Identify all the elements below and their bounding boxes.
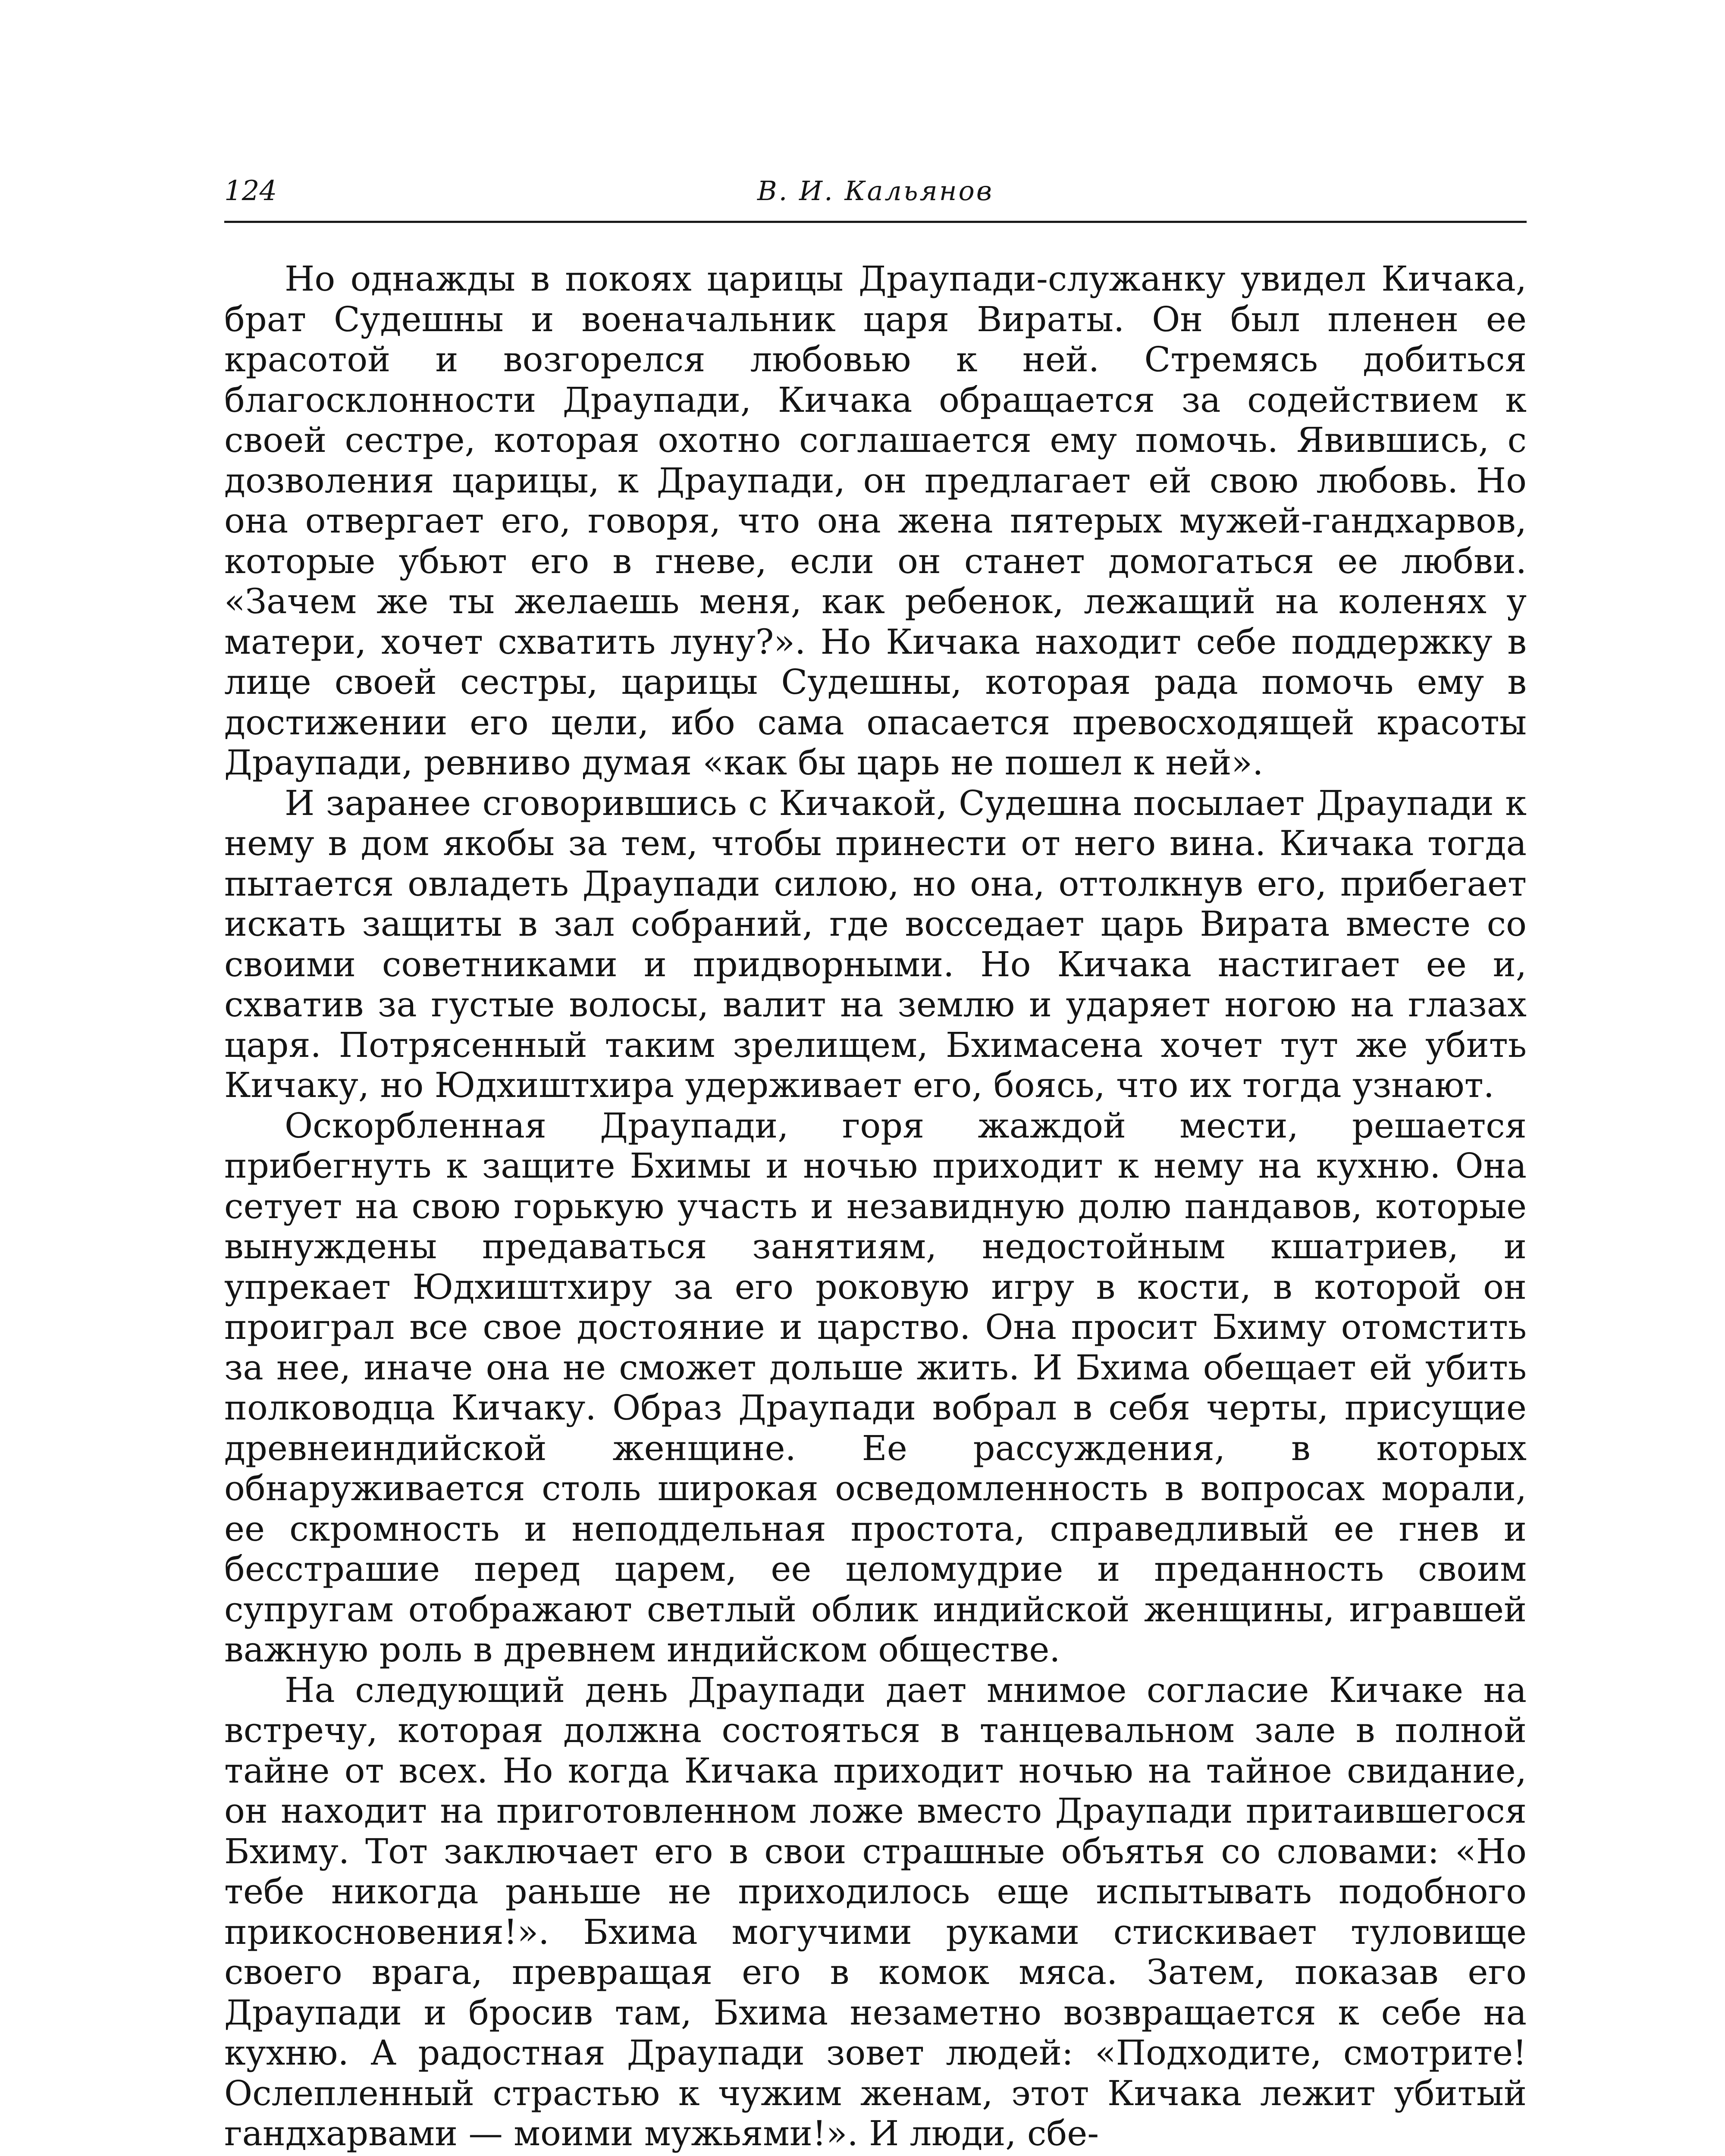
header-rule bbox=[224, 221, 1527, 223]
body-text bbox=[224, 259, 1527, 2154]
paragraph: И заранее сговорившись с Кичакой, Судешна посылает Драупади к нему в дом якобы за тем, чтобы принести от него вина. Кичака тогда пытается овладеть Драупади силою, но она, оттолкнув его, прибегает искать защиты в зал собраний, где восседает царь Вирата вместе со своими советниками и придворными. Но Кичака настигает ее и, схватив за густые волосы, валит на землю и ударяет ногою на глазах царя. Потрясенный таким зрелищем, Бхимасена хочет тут же убить Кичаку, но Юдхиштхира удерживает его, боясь, что их тогда узнают. bbox=[224, 783, 1527, 1105]
paragraph: На следующий день Драупади дает мнимое согласие Кичаке на встречу, которая должна состояться в танцевальном зале в полной тайне от всех. Но когда Кичака приходит ночью на тайное свидание, он находит на приготовленном ложе вместо Драупади притаившегося Бхиму. Тот заключает его в свои страшные объятья со словами: «Но тебе никогда раньше не приходилось еще испытывать подобного прикосновения!». Бхима могучими руками стискивает туловище своего врага, превращая его в комок мяса. Затем, показав его Драупади и бросив там, Бхима незаметно возвращается к себе на кухню. А радостная Драупади зовет людей: «Подходите, смотрите! Ослепленный страстью к чужим женам, этот Кичака лежит убитый гандхарвами — моими мужьями!». И люди, сбе- bbox=[224, 1670, 1527, 2153]
running-title: В. И. Кальянов bbox=[757, 175, 994, 207]
paragraph: Оскорбленная Драупади, горя жаждой мести, решается прибегнуть к защите Бхимы и ночью приходит к нему на кухню. Она сетует на свою горькую участь и незавидную долю пандавов, которые вынуждены предаваться занятиям, недостойным кшатриев, и упрекает Юдхиштхиру за его роковую игру в кости, в которой он проиграл все свое достояние и царство. Она просит Бхиму отомстить за нее, иначе она не сможет дольше жить. И Бхима обещает ей убить полководца Кичаку. Образ Драупади вобрал в себя черты, присущие древнеиндийской женщине. Ее рассуждения, в которых обнаруживается столь широкая осведомленность в вопросах морали, ее скромность и неподдельная простота, справедливый ее гнев и бесстрашие перед царем, ее целомудрие и преданность своим супругам отображают светлый облик индийской женщины, игравшей важную роль в древнем индийском обществе. bbox=[224, 1105, 1527, 1670]
page-number: 124 bbox=[224, 175, 277, 207]
paragraph: Но однажды в покоях царицы Драупади-служанку увидел Кичака, брат Судешны и военачальник царя Вираты. Он был пленен ее красотой и возгорелся любовью к ней. Стремясь добиться благосклонности Драупади, Кичака обращается за содействием к своей сестре, которая охотно соглашается ему помочь. Явившись, с дозволения царицы, к Драупади, он предлагает ей свою любовь. Но она отвергает его, говоря, что она жена пятерых мужей-гандхарвов, которые убьют его в гневе, если он станет домогаться ее любви. «Зачем же ты желаешь меня, как ребенок, лежащий на коленях у матери, хочет схватить луну?». Но Кичака находит себе поддержку в лице своей сестры, царицы Судешны, которая рада помочь ему в достижении его цели, ибо сама опасается превосходящей красоты Драупади, ревниво думая «как бы царь не пошел к ней». bbox=[224, 259, 1527, 783]
running-head bbox=[224, 167, 1527, 215]
